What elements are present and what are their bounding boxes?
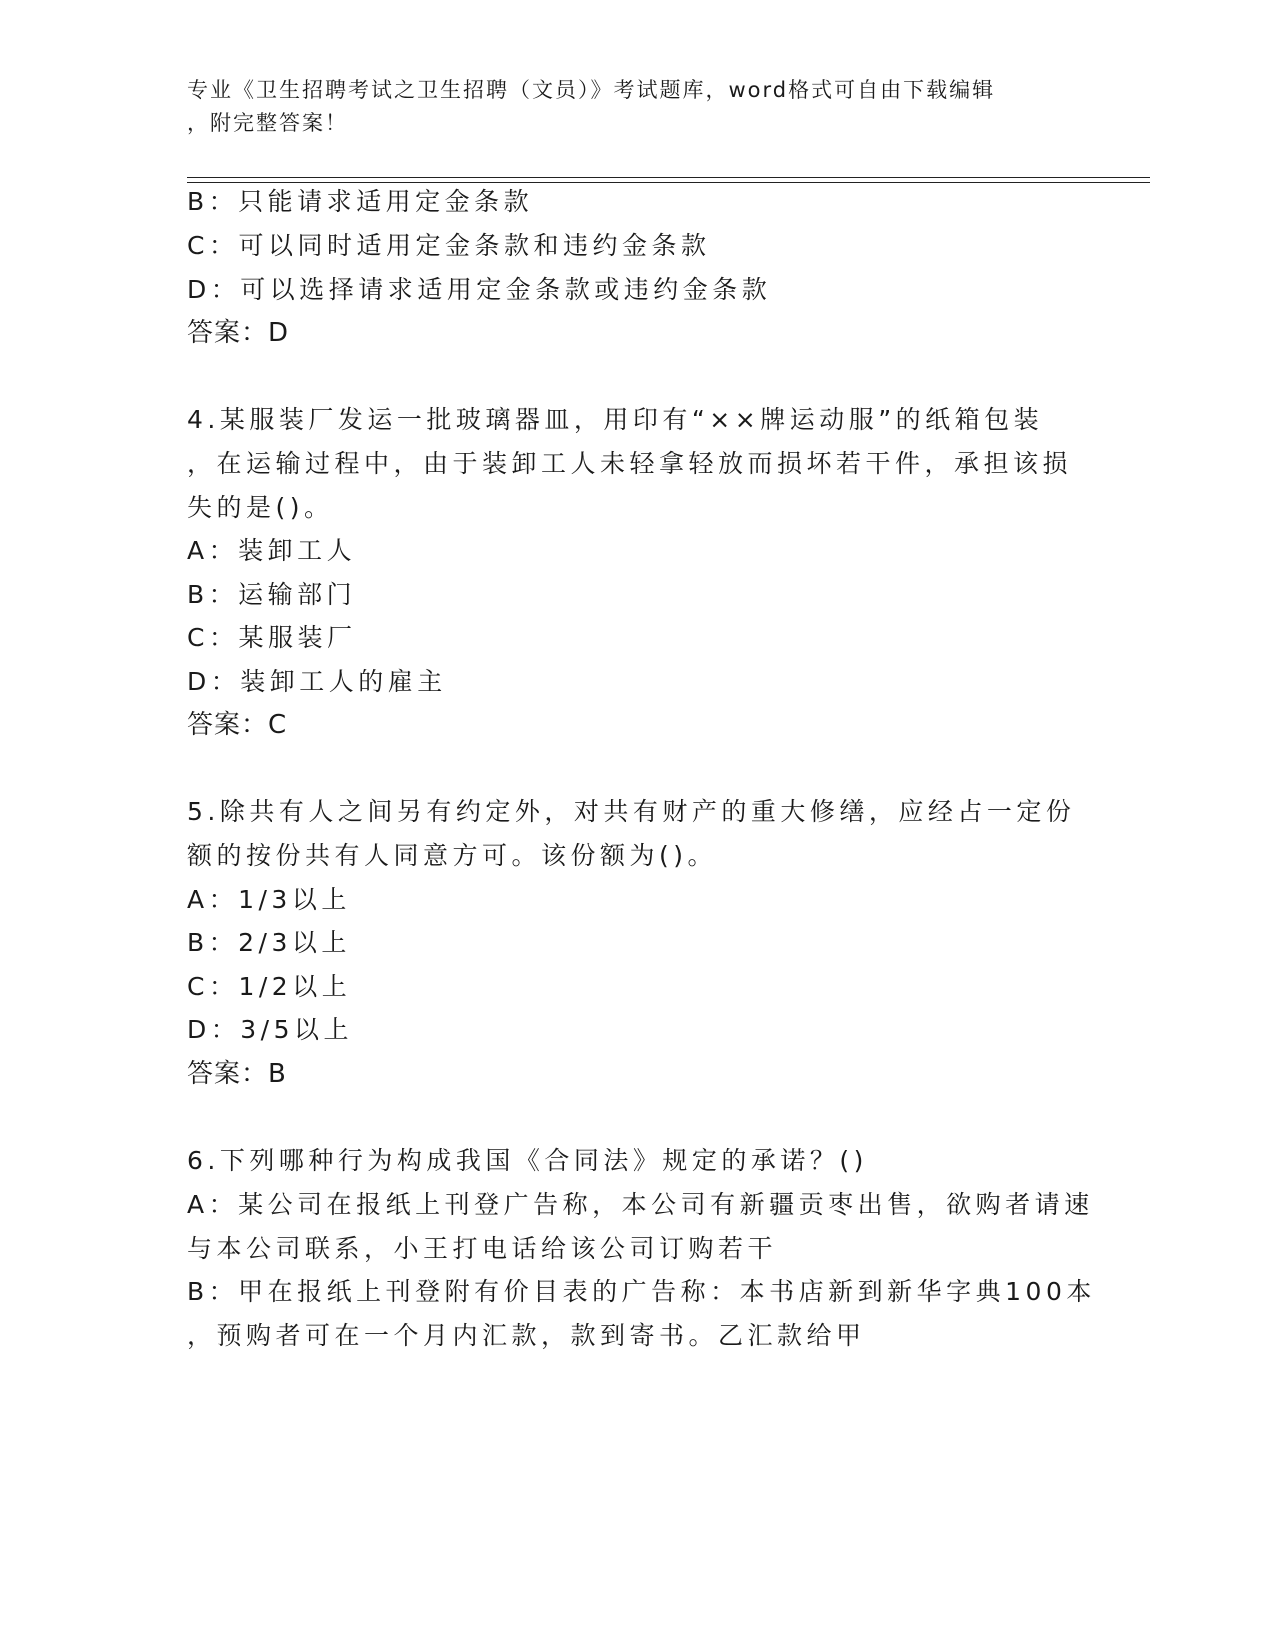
q3-option-b: B：只能请求适用定金条款 <box>187 187 534 216</box>
q5-option-b: B：2/3以上 <box>187 928 351 957</box>
q3-answer: 答案：D <box>187 318 290 348</box>
q5-option-a: A：1/3以上 <box>187 885 351 914</box>
q4-question-line-2: ，在运输过程中，由于装卸工人未轻拿轻放而损坏若干件，承担该损 <box>187 449 1073 478</box>
header-line-2: ，附完整答案！ <box>187 111 348 135</box>
q6-option-b-line-2: ，预购者可在一个月内汇款，款到寄书。乙汇款给甲 <box>187 1321 866 1350</box>
q3-option-d: D：可以选择请求适用定金条款或违约金条款 <box>187 275 772 304</box>
q5-option-d: D：3/5以上 <box>187 1015 353 1044</box>
header-line-1: 专业《卫生招聘考试之卫生招聘（文员）》考试题库，word格式可自由下载编辑 <box>187 78 996 102</box>
document-header <box>187 74 1067 140</box>
q5-option-c: C：1/2以上 <box>187 972 352 1001</box>
q4-question-line-1: 4.某服装厂发运一批玻璃器皿，用印有“××牌运动服”的纸箱包装 <box>187 405 1044 434</box>
q4-option-b: B：运输部门 <box>187 580 357 609</box>
q5-answer: 答案：B <box>187 1059 287 1089</box>
q4-question-line-3: 失的是()。 <box>187 493 334 522</box>
q5-question-line-1: 5.除共有人之间另有约定外，对共有财产的重大修缮，应经占一定份 <box>187 797 1076 826</box>
q6-option-b-line-1: B：甲在报纸上刊登附有价目表的广告称：本书店新到新华字典100本 <box>187 1277 1096 1306</box>
q4-option-c: C：某服装厂 <box>187 623 357 652</box>
q3-option-c: C：可以同时适用定金条款和违约金条款 <box>187 231 711 260</box>
q6-option-a-line-2: 与本公司联系，小王打电话给该公司订购若干 <box>187 1234 778 1263</box>
header-rule-bottom <box>187 182 1150 183</box>
q5-question-line-2: 额的按份共有人同意方可。该份额为()。 <box>187 841 718 870</box>
header-rule-top <box>187 177 1150 178</box>
q6-option-a-line-1: A：某公司在报纸上刊登广告称，本公司有新疆贡枣出售，欲购者请速 <box>187 1190 1094 1219</box>
q4-option-a: A：装卸工人 <box>187 536 357 565</box>
q4-answer: 答案：C <box>187 710 288 740</box>
q6-question: 6.下列哪种行为构成我国《合同法》规定的承诺？() <box>187 1146 868 1175</box>
q4-option-d: D：装卸工人的雇主 <box>187 667 447 696</box>
